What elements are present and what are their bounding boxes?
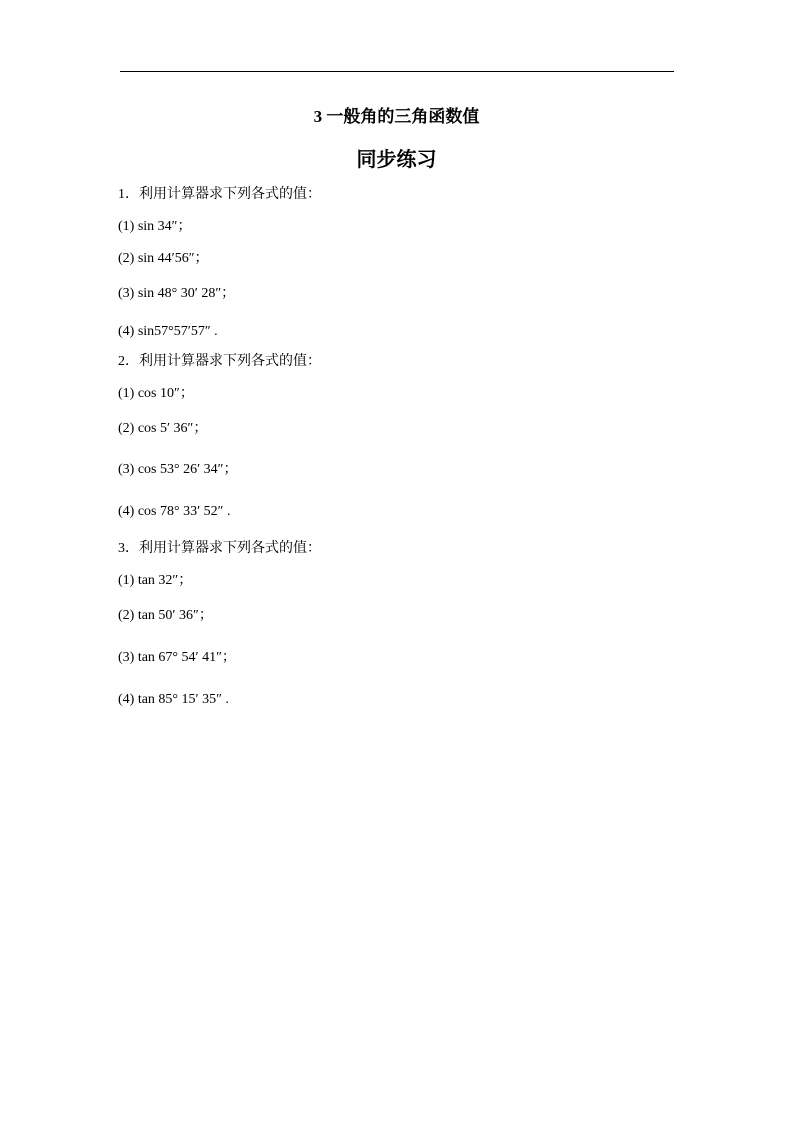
question-2-item-2: (2) cos 5′ 36″； [118, 421, 208, 436]
question-1-prompt: 1．利用计算器求下列各式的值： [118, 187, 321, 202]
question-3-item-1: (1) tan 32″； [118, 573, 193, 588]
question-3-item-3: (3) tan 67° 54′ 41″； [118, 650, 236, 665]
header-rule [120, 71, 674, 72]
question-2-item-1: (1) cos 10″； [118, 386, 194, 401]
document-subtitle: 同步练习 [356, 149, 437, 171]
question-3-item-4: (4) tan 85° 15′ 35″ . [118, 692, 229, 707]
question-3-item-2: (2) tan 50′ 36″； [118, 608, 213, 623]
question-1-item-4: (4) sin57°57′57″ . [118, 324, 218, 339]
question-2-item-3: (3) cos 53° 26′ 34″； [118, 462, 238, 477]
question-2-item-4: (4) cos 78° 33′ 52″ . [118, 504, 231, 519]
question-3-prompt: 3．利用计算器求下列各式的值： [118, 541, 321, 556]
question-1-item-2: (2) sin 44′56″； [118, 251, 209, 266]
question-1-item-3: (3) sin 48° 30′ 28″； [118, 286, 236, 301]
question-2-prompt: 2．利用计算器求下列各式的值： [118, 354, 321, 369]
question-1-item-1: (1) sin 34″； [118, 219, 192, 234]
document-title: 3 一般角的三角函数值 [313, 107, 480, 126]
